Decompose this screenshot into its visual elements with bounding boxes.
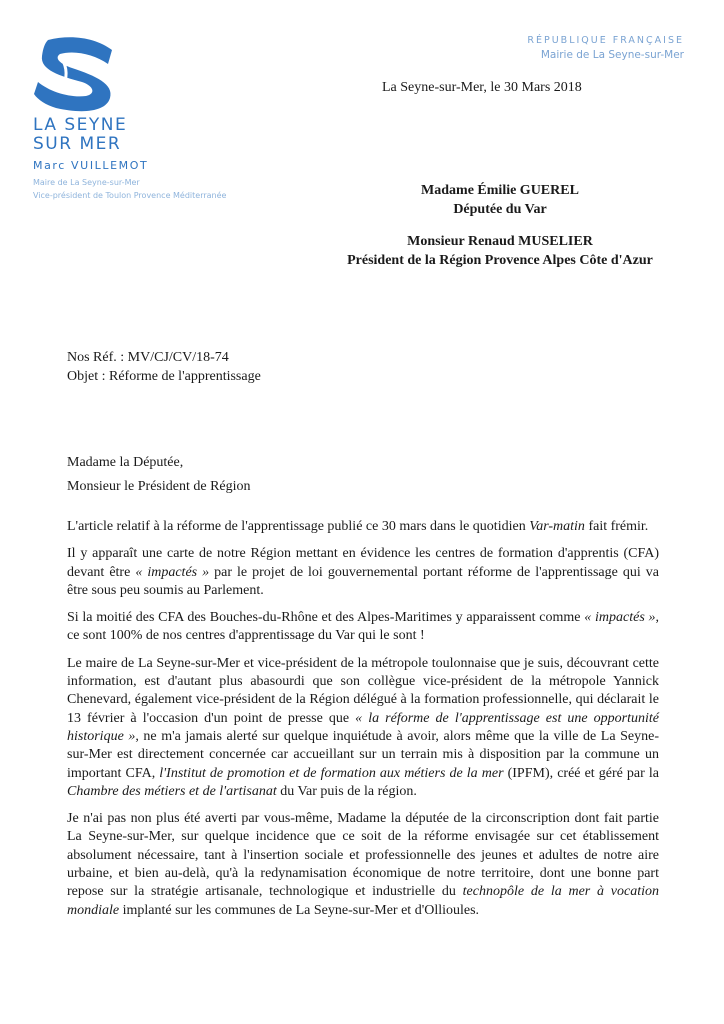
mayor-title-1: Maire de La Seyne-sur-Mer [33,178,140,187]
mayor-title-2: Vice-président de Toulon Provence Méditerranée [33,191,227,200]
paragraph-1: L'article relatif à la réforme de l'apprentissage publié ce 30 mars dans le quotidien Var-matin fait frémir. [67,519,649,534]
paragraph-4: Le maire de La Seyne-sur-Mer et vice-président de la métropole toulonnaise que je suis, découvrant cette information, est d'autant plus abasourdi que son collègue vice-président de la métropole Yannick Chenevard, également vice-président de la Région délégué à la formation professionnelle, qui déclarait le 13 février à l'occasion d'un point de presse que « la réforme de l'apprentissage est une opportunité historique », ne m'a jamais alerté sur quelque inquiétude à avoir, alors même que la ville de La Seyne-sur-Mer est directement concernée car accueillant sur un terrain mis à disposition par la commune un important CFA, l'Institut de promotion et de formation aux métiers de la mer (IPFM), créé et géré par la Chambre des métiers et de l'artisanat du Var puis de la région. [67,655,660,799]
mayor-titles [33,176,226,202]
recipients-block [300,181,700,270]
logo-line-1: LA SEYNE [33,115,128,135]
logo-line-2: SUR MER [33,134,122,154]
paragraph-2: Il y apparaît une carte de notre Région mettant en évidence les centres de formation d'apprentis (CFA) devant être « impactés » par le projet de loi gouvernemental portant réforme de l'apprentissage qui va être sous peu soumis au Parlement. [67,546,659,598]
reference-number: Nos Réf. : MV/CJ/CV/18-74 [67,350,229,365]
mayor-name: Marc VUILLEMOT [33,159,149,172]
republic-label: RÉPUBLIQUE FRANÇAISE [527,35,684,46]
mairie-label: Mairie de La Seyne-sur-Mer [540,49,684,61]
republic-header [527,33,684,63]
references-block [67,348,261,386]
letter-body [67,518,659,929]
recipient-2-name: Monsieur Renaud MUSELIER [407,234,593,249]
paragraph-3: Si la moitié des CFA des Bouches-du-Rhône et des Alpes-Maritimes y apparaissent comme « impactés », ce sont 100% de nos centres d'apprentissage du Var qui le sont ! [67,610,660,644]
letter-object: Objet : Réforme de l'apprentissage [67,369,261,384]
recipient-2-title: Président de la Région Provence Alpes Côte d'Azur [347,253,653,268]
place-date: La Seyne-sur-Mer, le 30 Mars 2018 [382,80,582,95]
paragraph-5: Je n'ai pas non plus été averti par vous-même, Madame la députée de la circonscription dont fait partie La Seyne-sur-Mer, sur quelque incidence que ce soit de la réforme envisagée sur cet établissement absolument nécessaire, tant à l'insertion sociale et professionnelle des jeunes et adultes de notre aire urbaine, et bien au-delà, qu'à la redynamisation économique de notre territoire, dont une bonne part repose sur la stratégie artisanale, technologique et industrielle du technopôle de la mer à vocation mondiale implanté sur les communes de La Seyne-sur-Mer et d'Ollioules. [67,811,659,918]
logo-city-name [33,116,127,154]
recipient-1-name: Madame Émilie GUEREL [421,183,579,198]
salutation-line-1: Madame la Députée, [67,455,184,470]
salutation-line-2: Monsieur le Président de Région [67,479,251,494]
recipient-1-title: Députée du Var [453,202,547,217]
la-seyne-logo-icon [30,34,118,114]
salutation [67,451,251,499]
